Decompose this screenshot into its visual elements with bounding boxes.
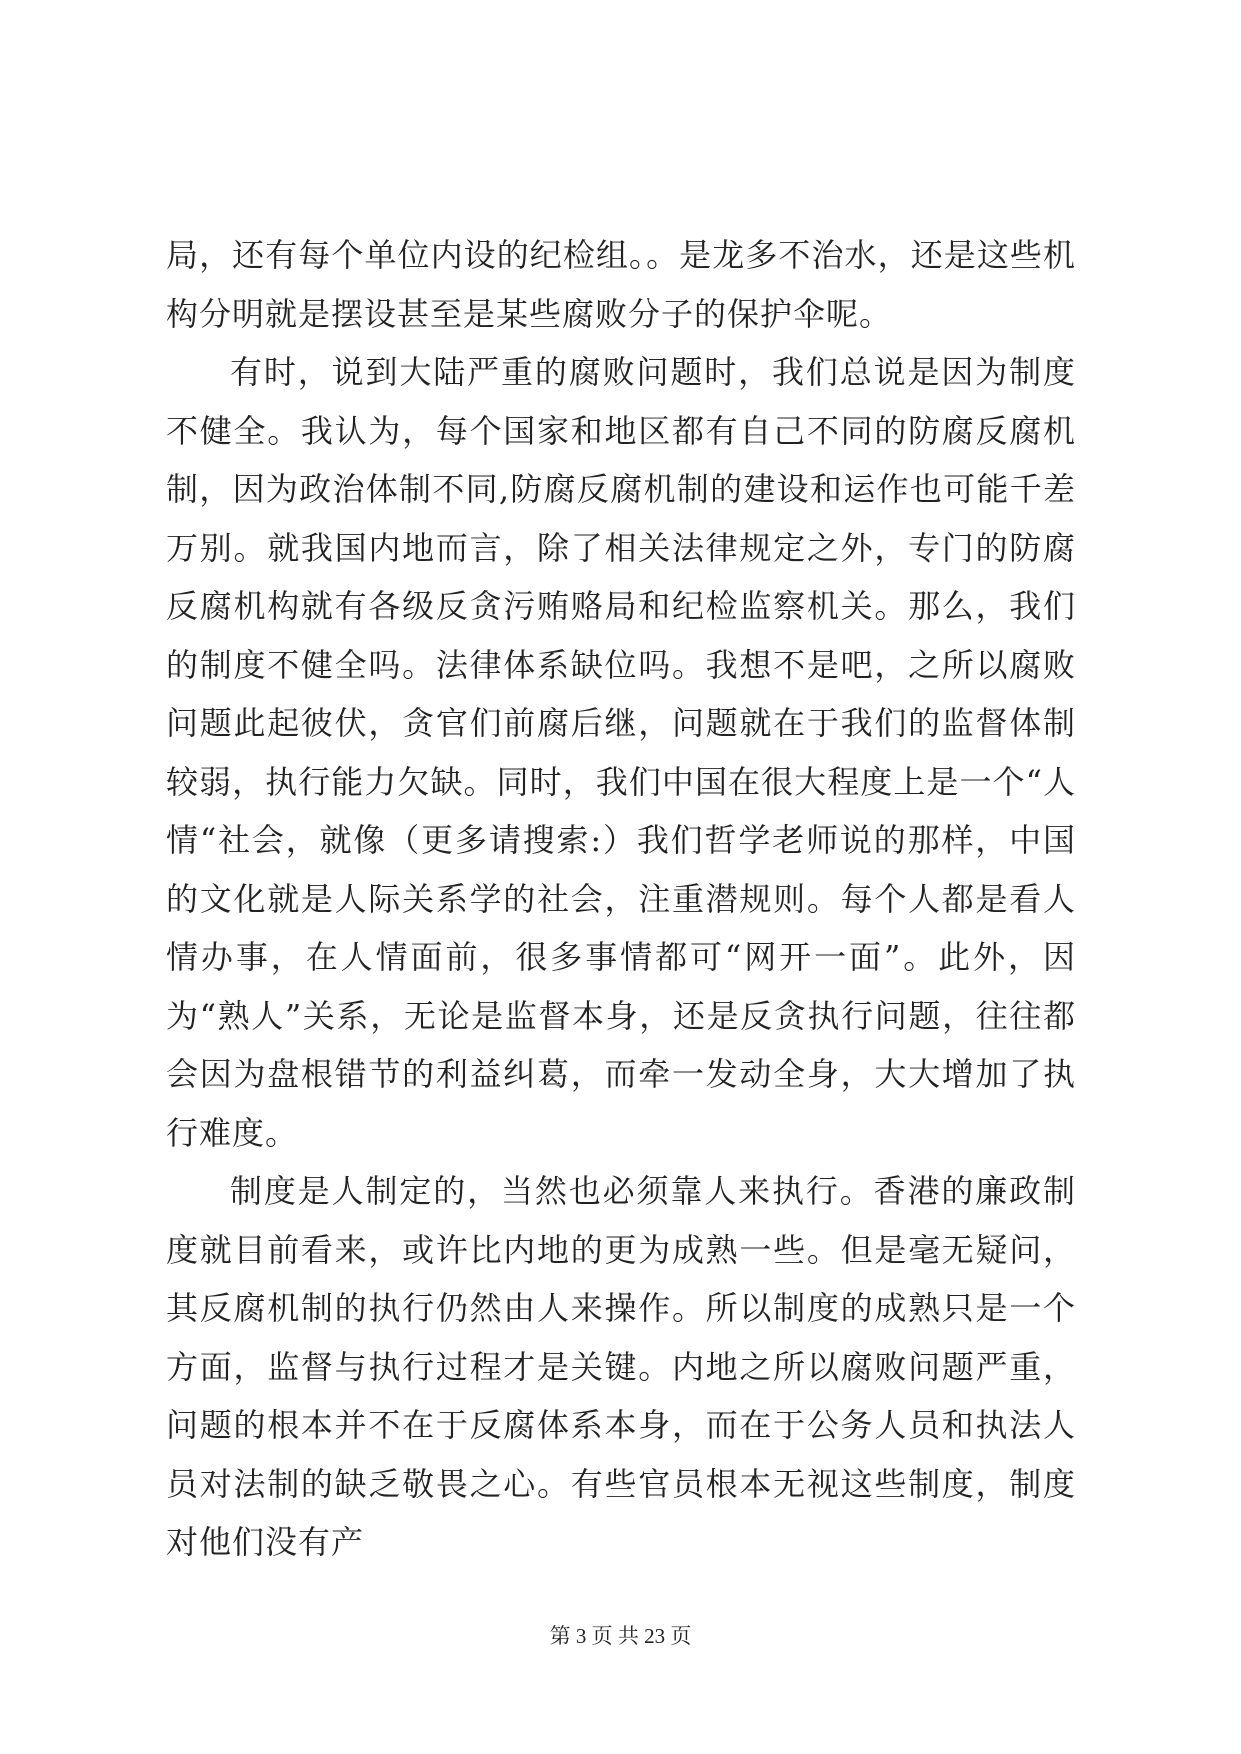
page-footer: 第 3 页 共 23 页 — [549, 1624, 692, 1648]
paragraph-corruption-system: 有时，说到大陆严重的腐败问题时，我们总说是因为制度不健全。我认为，每个国家和地区都有自己不同的防腐反腐机制，因为政治体制不同,防腐反腐机制的建设和运作也可能千差万别。就我国内地而言，除了相关法律规定之外，专门的防腐反腐机构就有各级反贪污贿赂局和纪检监察机关。那么，我们的制度不健全吗。法律体系缺位吗。我想不是吧，之所以腐败问题此起彼伏，贪官们前腐后继，问题就在于我们的监督体制较弱，执行能力欠缺。同时，我们中国在很大程度上是一个“人情“社会，就像（更多请搜索:）我们哲学老师说的那样，中国的文化就是人际关系学的社会，注重潜规则。每个人都是看人情办事，在人情面前，很多事情都可“网开一面”。此外，因为“熟人”关系，无论是监督本身，还是反贪执行问题，往往都会因为盘根错节的利益纠葛，而牵一发动全身，大大增加了执行难度。 — [166, 353, 1076, 1152]
paragraph-continuation: 局，还有每个单位内设的纪检组。。是龙多不治水，还是这些机构分明就是摆设甚至是某些腐败分子的保护伞呢。 — [166, 236, 1076, 333]
document-body — [166, 226, 1076, 1572]
paragraph-system-enforcement: 制度是人制定的，当然也必须靠人来执行。香港的廉政制度就目前看来，或许比内地的更为成熟一些。但是毫无疑问，其反腐机制的执行仍然由人来操作。所以制度的成熟只是一个方面，监督与执行过程才是关键。内地之所以腐败问题严重，问题的根本并不在于反腐体系本身，而在于公务人员和执法人员对法制的缺乏敬畏之心。有些官员根本无视这些制度，制度对他们没有产 — [166, 1172, 1076, 1561]
